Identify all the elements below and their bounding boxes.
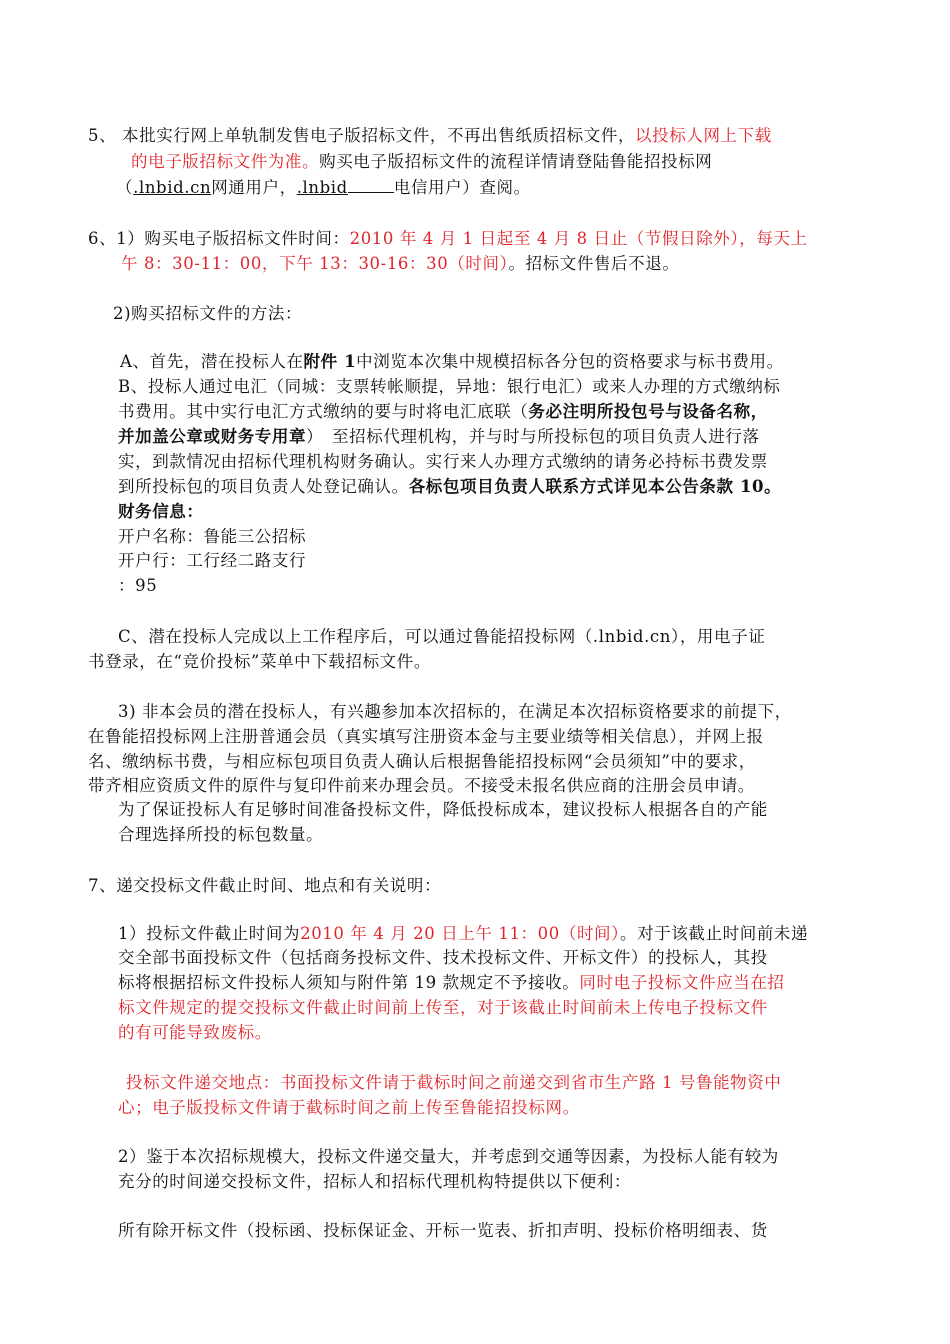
s7-p1-line-5: 的有可能导致废标。 xyxy=(118,1023,272,1042)
s7-p1-line-3 xyxy=(118,971,785,995)
s6-b3-text: ） 至招标代理机构，并与时与所投标包的项目负责人进行落 xyxy=(306,427,760,446)
s6-step-b-3 xyxy=(118,425,760,449)
s5-telecom-label: 电信用户）查阅。 xyxy=(393,178,531,197)
s6-no-refund: 。招标文件售后不退。 xyxy=(508,254,680,273)
s5-text: 5、 本批实行网上单轨制发售电子版招标文件，不再出售纸质招标文件， xyxy=(88,126,636,145)
s6-method-title: 2)购买招标文件的方法： xyxy=(113,304,303,323)
account-name: 开户名称：鲁能三公招标 xyxy=(118,527,307,546)
account-number: ：95 xyxy=(118,576,158,595)
s7-p1-3-text: 标将根据招标文件投标人须知与附件第 19 款规定不予接收。 xyxy=(118,973,580,992)
s6-b2-bold: 务必注明所投包号与设备名称， xyxy=(528,402,768,421)
s5-highlight-2: 的电子版招标文件为准。 xyxy=(131,152,320,171)
s6-b5-bold: 各标包项目负责人联系方式详见本公告条款 10。 xyxy=(408,477,782,496)
s6-b3-bold: 并加盖公章或财务专用章 xyxy=(118,427,307,446)
s7-deadline: 2010 年 4 月 20 日上午 11：00（时间） xyxy=(300,924,621,943)
s6-step-c-1: C、潜在投标人完成以上工作程序后，可以通过鲁能招投标网（.lnbid.cn），用电子证 xyxy=(118,627,766,646)
s7-location-2: 心；电子版投标文件请于截标时间之前上传至鲁能招投标网。 xyxy=(118,1098,580,1117)
s7-p1-text: 。对于该截止时间前未递 xyxy=(620,924,809,943)
s5-line-3 xyxy=(116,176,531,200)
s7-location-1: 投标文件递交地点：书面投标文件请于截标时间之前递交到省市生产路 1 号鲁能物资中 xyxy=(126,1073,782,1092)
s6-line-2 xyxy=(121,252,679,276)
s6-line-1 xyxy=(88,227,808,251)
s6-a-text-2: 中浏览本次集中规模招标各分包的资格要求与标书费用。 xyxy=(356,352,784,371)
s7-p1-line-4: 标文件规定的提交投标文件截止时间前上传至，对于该截止时间前未上传电子投标文件 xyxy=(118,998,768,1017)
s6-b2-text: 书费用。其中实行电汇方式缴纳的要与时将电汇底联（ xyxy=(118,402,529,421)
s7-p2-line-3: 所有除开标文件（投标函、投标保证金、开标一览表、折扣声明、投标价格明细表、货 xyxy=(118,1221,768,1240)
attachment-ref: 附件 1 xyxy=(303,352,357,371)
s6-p3-line-2: 在鲁能招投标网上注册普通会员（真实填写注册资本金与主要业绩等相关信息），并网上报 xyxy=(88,727,764,746)
s6-purchase-time-label: 6、1）购买电子版招标文件时间： xyxy=(88,229,350,248)
s6-p3-line-5: 为了保证投标人有足够时间准备投标文件，降低投标成本，建议投标人根据各自的产能 xyxy=(118,800,768,819)
s6-a-text-1: A、首先，潜在投标人在 xyxy=(120,352,304,371)
s7-p1-3-highlight: 同时电子投标文件应当在招 xyxy=(579,973,785,992)
account-bank: 开户行：工行经二路支行 xyxy=(118,551,307,570)
s7-title: 7、递交投标文件截止时间、地点和有关说明： xyxy=(88,876,442,895)
s6-step-b-5 xyxy=(118,475,781,499)
s7-deadline-label: 1）投标文件截止时间为 xyxy=(118,924,301,943)
s5-text-2: 购买电子版招标文件的流程详情请登陆鲁能招投标网 xyxy=(319,152,713,171)
s6-step-b-2 xyxy=(118,400,768,424)
s6-daily-hours: 午 8：30-11：00，下午 13：30-16：30（时间） xyxy=(121,254,509,273)
blank-underline xyxy=(348,178,394,193)
site-link-telecom: .lnbid xyxy=(296,178,348,197)
s7-p2-line-1: 2）鉴于本次招标规模大，投标文件递交量大，并考虑到交通等因素，为投标人能有较为 xyxy=(118,1147,779,1166)
s7-p1-line-1 xyxy=(118,922,808,946)
s5-highlight: 以投标人网上下载 xyxy=(635,126,772,145)
s6-p3-line-1: 3) 非本会员的潜在投标人，有兴趣参加本次招标的，在满足本次招标资格要求的前提下， xyxy=(118,702,792,721)
s6-p3-line-4: 带齐相应资质文件的原件与复印件前来办理会员。不接受未报名供应商的注册会员申请。 xyxy=(88,776,755,795)
s5-paren: （ xyxy=(116,178,134,197)
s7-p1-line-2: 交全部书面投标文件（包括商务投标文件、技术投标文件、开标文件）的投标人，其投 xyxy=(118,948,768,967)
s6-step-b-1: B、投标人通过电汇（同城：支票转帐顺提，异地：银行电汇）或来人办理的方式缴纳标 xyxy=(118,377,781,396)
s6-p3-line-3: 名、缴纳标书费，与相应标包项目负责人确认后根据鲁能招投标网“会员须知”中的要求， xyxy=(88,752,756,771)
s5-line-1 xyxy=(88,124,772,148)
s5-netcom-label: 网通用户， xyxy=(211,178,297,197)
s6-step-c-2: 书登录，在“竞价投标”菜单中下载招标文件。 xyxy=(88,652,431,671)
site-link-netcom: .lnbid.cn xyxy=(133,178,212,197)
s6-step-a xyxy=(120,350,784,374)
s7-p2-line-2: 充分的时间递交投标文件，招标人和招标代理机构特提供以下便利： xyxy=(118,1172,631,1191)
s6-b5-text: 到所投标包的项目负责人处登记确认。 xyxy=(118,477,409,496)
finance-info-title: 财务信息： xyxy=(118,502,204,521)
s6-purchase-time: 2010 年 4 月 1 日起至 4 月 8 日止（节假日除外），每天上 xyxy=(349,229,808,248)
s6-step-b-4: 实，到款情况由招标代理机构财务确认。实行来人办理方式缴纳的请务必持标书费发票 xyxy=(118,452,768,471)
s5-line-2 xyxy=(131,150,712,174)
s6-p3-line-6: 合理选择所投的标包数量。 xyxy=(118,825,324,844)
